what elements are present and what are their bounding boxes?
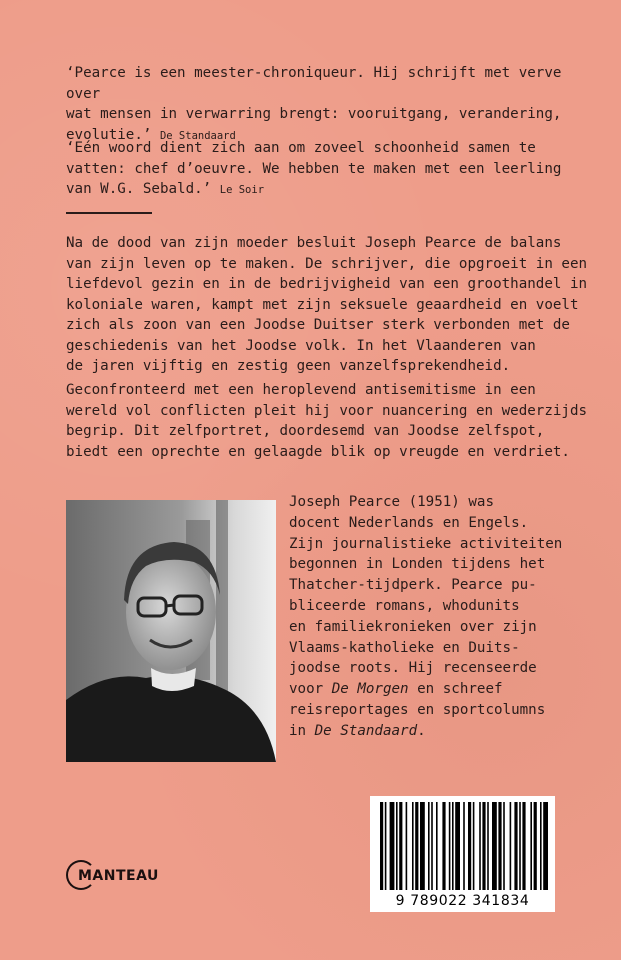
barcode-bar [519, 802, 521, 890]
bio-text-3: . [417, 722, 426, 739]
bio-newspaper-2: De Standaard [314, 722, 418, 739]
barcode-bar [522, 802, 525, 890]
review-quote-1 [66, 63, 586, 146]
barcode-bar [399, 802, 402, 890]
barcode-icon [370, 796, 555, 892]
barcode-bar [468, 802, 471, 890]
barcode-bar [482, 802, 485, 890]
bio-text-2: en schreef reisreportages en sportcolumns in [289, 681, 546, 739]
barcode-bar [540, 802, 542, 890]
barcode-bar [534, 802, 537, 890]
publisher-name: MANTEAU [78, 868, 159, 884]
barcode-bar [428, 802, 430, 890]
barcode-bar [479, 802, 481, 890]
barcode-bar [463, 802, 465, 890]
author-portrait-icon [66, 500, 276, 762]
barcode-bar [436, 802, 438, 890]
bio-newspaper-1: De Morgen [331, 681, 409, 698]
quote-2-source: Le Soir [219, 184, 265, 196]
barcode-bar [420, 802, 425, 890]
barcode-bar [412, 802, 414, 890]
quote-2-text: ‘Eén woord dient zich aan om zoveel schoonheid samen te vatten: chef d’oeuvre. We hebben te maken met een leerling van W.G. Sebald.’ [66, 140, 562, 197]
isbn-barcode [370, 796, 555, 912]
barcode-bar [442, 802, 445, 890]
quote-1-source: De Standaard [159, 129, 236, 142]
publisher-logo [66, 860, 159, 892]
author-bio [289, 492, 589, 742]
barcode-bar [390, 802, 395, 890]
barcode-bar [385, 802, 387, 890]
divider-rule [66, 212, 152, 214]
barcode-bar [543, 802, 548, 890]
barcode-bar [530, 802, 532, 890]
barcode-bar [406, 802, 408, 890]
barcode-bar [498, 802, 501, 890]
barcode-bar [396, 802, 398, 890]
bio-text-1: Joseph Pearce (1951) was docent Nederlands en Engels. Zijn journalistieke activiteiten begonnen in Londen tijdens het Thatcher-tijdperk. Pearce pu- bliceerde romans, whodunits en familiekronieken over zijn Vlaams-katholieke en Duits- joodse roots. Hij recenseerde voor [289, 494, 563, 698]
barcode-bar [503, 802, 505, 890]
blurb-paragraph-2: Geconfronteerd met een heroplevend antisemitisme in een wereld vol conflicten pleit hij voor nuancering en wederzijds begrip. Dit zelfportret, doordesemd van Joodse zelfspot, biedt een oprechte en gelaagde blik op vreugde en verdriet. [66, 382, 588, 460]
blurb-paragraph-1: Na de dood van zijn moeder besluit Joseph Pearce de balans van zijn leven op te maken. De schrijver, die opgroeit in een liefdevol gezin en in de bedrijvigheid van een groothandel in koloniale waren, kampt met zijn seksuele geaardheid en voelt zich als zoon van een Joodse Duitser sterk verbonden met de geschiedenis van het Joodse volk. In het Vlaanderen van de jaren vijftig en zestig geen vanzelfsprekendheid. [66, 235, 588, 374]
barcode-bar [380, 802, 383, 890]
review-quote-2 [66, 138, 586, 201]
barcode-bar [449, 802, 451, 890]
barcode-bar [473, 802, 475, 890]
barcode-bar [452, 802, 454, 890]
barcode-bar [431, 802, 433, 890]
author-photo [66, 500, 276, 762]
barcode-bar [487, 802, 489, 890]
barcode-bar [510, 802, 512, 890]
barcode-bar [514, 802, 517, 890]
barcode-bar [415, 802, 418, 890]
barcode-bar [492, 802, 497, 890]
quote-1-text: ‘Pearce is een meester-chroniqueur. Hij schrijft met verve over wat mensen in verwarring brengt: vooruitgang, verandering, evolutie.’ [66, 65, 562, 143]
barcode-bar [455, 802, 460, 890]
isbn-number: 9 789022 341834 [395, 893, 530, 909]
